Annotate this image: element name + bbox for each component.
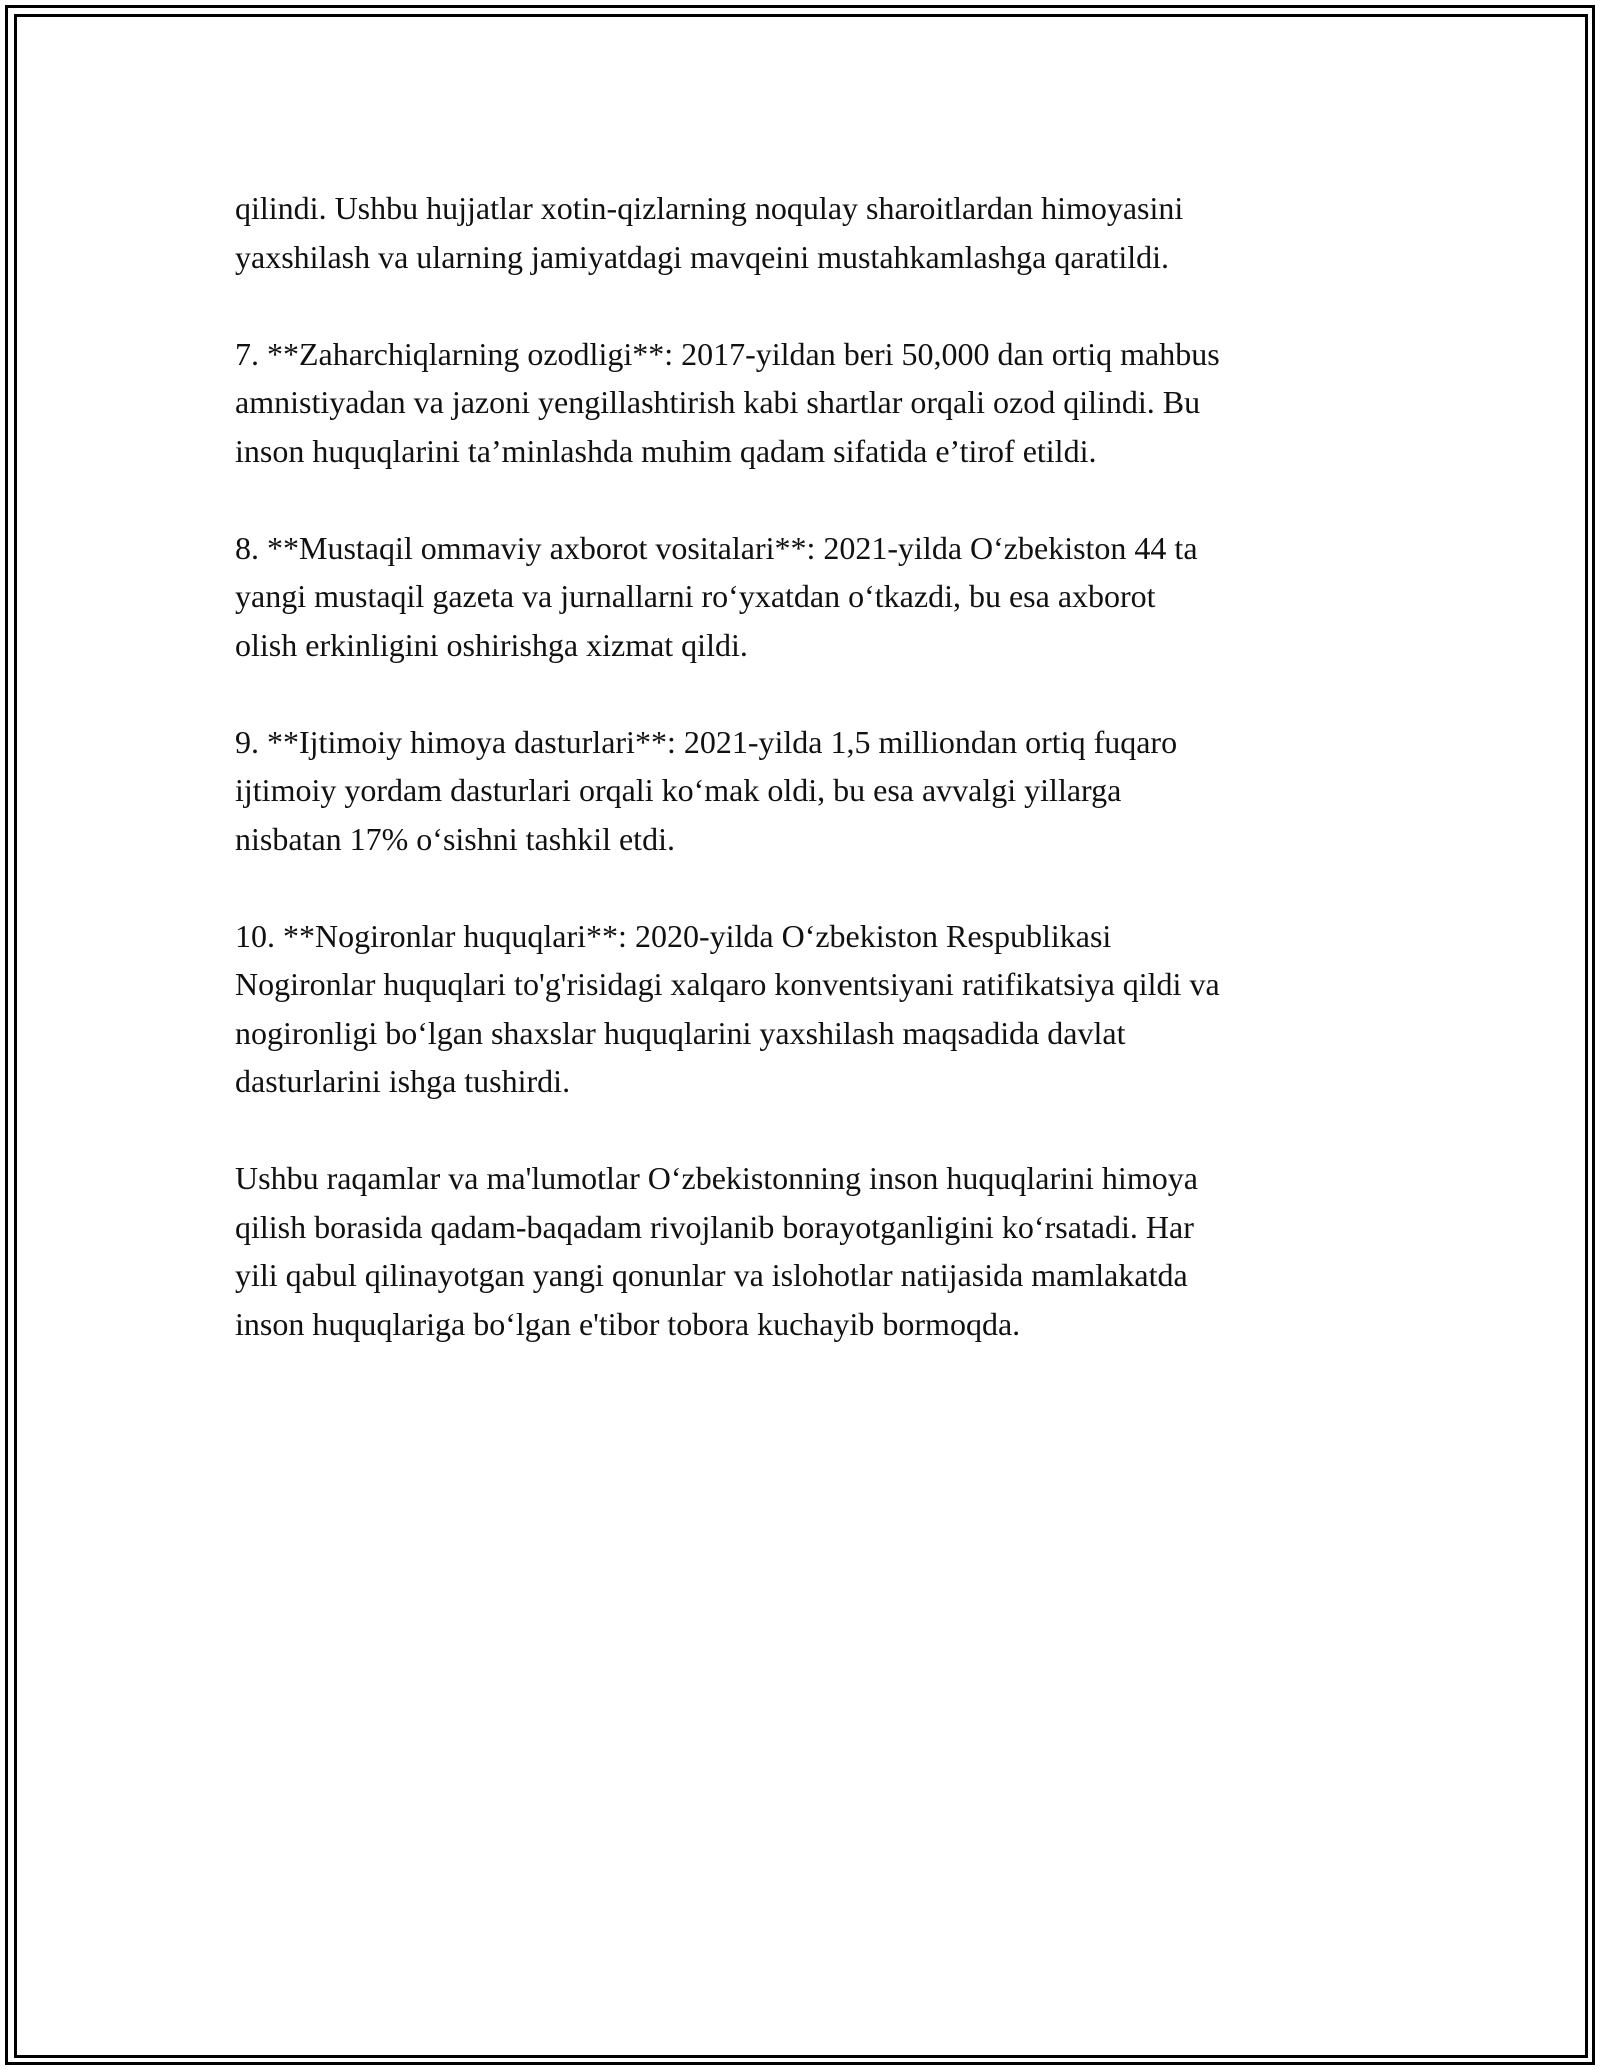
text-line: Ushbu raqamlar va ma'lumotlar O‘zbekistonning inson huquqlarini himoya [235, 1160, 1198, 1196]
text-line: 10. **Nogironlar huquqlari**: 2020-yilda O‘zbekiston Respublikasi [235, 917, 1112, 954]
text-line: qilindi. Ushbu hujjatlar xotin-qizlarning noqulay sharoitlardan himoyasini [235, 190, 1184, 226]
paragraph-item-7 [235, 330, 1370, 476]
text-line: qilish borasida qadam-baqadam rivojlanib borayotganligini ko‘rsatadi. Har [235, 1208, 1194, 1245]
text-line: yangi mustaqil gazeta va jurnallarni ro‘yxatdan o‘tkazdi, bu esa axborot [235, 578, 1156, 614]
paragraph-conclusion [235, 1154, 1370, 1348]
paragraph-item-8 [235, 524, 1370, 670]
text-line: nisbatan 17% o‘sishni tashkil etdi. [235, 820, 675, 857]
text-line: inson huquqlarini ta’minlashda muhim qadam sifatida e’tirof etildi. [235, 432, 1097, 469]
text-line: 9. **Ijtimoiy himoya dasturlari**: 2021-yilda 1,5 milliondan ortiq fuqaro [235, 723, 1178, 760]
text-line: 7. **Zaharchiqlarning ozodligi**: 2017-yildan beri 50,000 dan ortiq mahbus [235, 335, 1220, 372]
text-line: inson huquqlariga bo‘lgan e'tibor tobora kuchayib bormoqda. [235, 1305, 1021, 1342]
document-body [235, 184, 1370, 1397]
text-line: ijtimoiy yordam dasturlari orqali ko‘mak oldi, bu esa avvalgi yillarga [235, 772, 1122, 808]
text-line: dasturlarini ishga tushirdi. [235, 1063, 571, 1099]
text-line: yaxshilash va ularning jamiyatdagi mavqeini mustahkamlashga qaratildi. [235, 238, 1169, 275]
paragraph-item-10 [235, 912, 1370, 1106]
text-line: amnistiyadan va jazoni yengillashtirish kabi shartlar orqali ozod qilindi. Bu [235, 384, 1201, 420]
text-line: yili qabul qilinayotgan yangi qonunlar va islohotlar natijasida mamlakatda [235, 1257, 1188, 1293]
paragraph-intro-continuation [235, 184, 1370, 281]
text-line: olish erkinligini oshirishga xizmat qildi. [235, 626, 748, 663]
text-line: nogironligi bo‘lgan shaxslar huquqlarini yaxshilash maqsadida davlat [235, 1014, 1126, 1051]
text-line: Nogironlar huquqlari to'g'risidagi xalqaro konventsiyani ratifikatsiya qildi va [235, 966, 1220, 1002]
text-line: 8. **Mustaqil ommaviy axborot vositalari**: 2021-yilda O‘zbekiston 44 ta [235, 529, 1198, 566]
paragraph-item-9 [235, 718, 1370, 864]
